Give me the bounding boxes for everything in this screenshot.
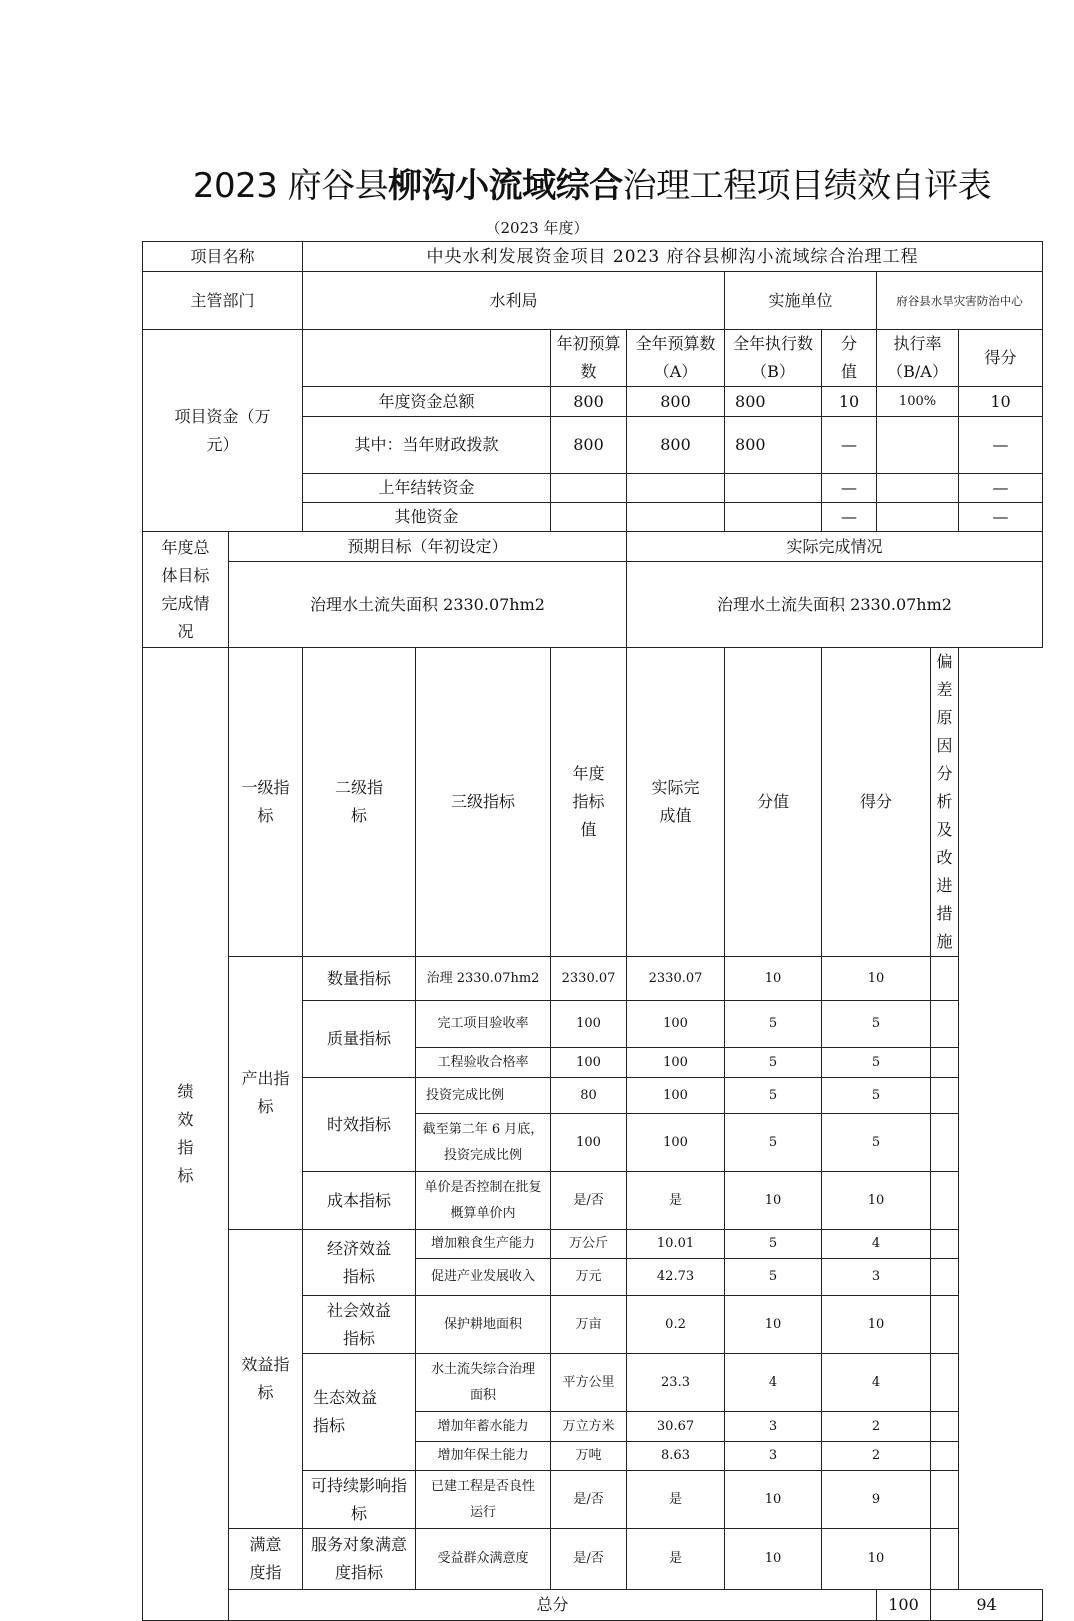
evaluation-table [142,241,1043,1621]
fund-cell: 800 [551,387,627,417]
fund-cell: 800 [627,387,725,417]
actual-cell: 42.73 [627,1259,725,1296]
l3-cell: 投资完成比例 [416,1078,551,1114]
note-cell [931,1529,959,1590]
l3-cell: 受益群众满意度 [416,1529,551,1590]
note-cell [931,1412,959,1442]
benefit-label: 效益指标 [229,1230,303,1529]
perf-header: 二级指标 [303,648,416,957]
fund-row-name: 年度资金总额 [303,387,551,417]
l3-cell: 单价是否控制在批复概算单价内 [416,1172,551,1230]
page-title: 2023 府谷县柳沟小流域综合治理工程项目绩效自评表 [192,166,992,206]
actual-cell: 100 [627,1114,725,1172]
l3-cell: 工程验收合格率 [416,1048,551,1078]
target-cell: 万吨 [551,1442,627,1471]
l3-cell: 保护耕地面积 [416,1296,551,1354]
fund-cell: — [822,503,877,532]
l2-cell: 时效指标 [303,1078,416,1172]
perf-header: 分值 [725,648,822,957]
actual-header: 实际完成情况 [627,532,1043,562]
actual-cell: 2330.07 [627,957,725,1001]
funds-header: 全年执行数（B） [725,330,822,387]
note-cell [931,957,959,1001]
l2-cell: 质量指标 [303,1001,416,1078]
goals-label: 年度总体目标完成情况 [143,532,229,648]
fund-cell: — [959,474,1043,503]
actual-cell: 23.3 [627,1354,725,1412]
total-label: 总分 [229,1590,877,1621]
fund-cell [627,474,725,503]
target-cell: 100 [551,1048,627,1078]
points-cell: 10 [725,1529,822,1590]
actual-goal: 治理水土流失面积 2330.07hm2 [627,562,1043,648]
points-cell: 4 [725,1354,822,1412]
target-cell: 是/否 [551,1529,627,1590]
score-cell: 10 [822,1529,931,1590]
impl-label: 实施单位 [725,272,877,330]
year-subtitle: （2023 年度） [485,219,589,237]
fund-row-name: 其他资金 [303,503,551,532]
expected-goal: 治理水土流失面积 2330.07hm2 [229,562,627,648]
points-cell: 5 [725,1048,822,1078]
note-cell [931,1114,959,1172]
expected-header: 预期目标（年初设定） [229,532,627,562]
l3-cell: 增加年蓄水能力 [416,1412,551,1442]
target-cell: 万立方米 [551,1412,627,1442]
fund-cell [877,417,959,474]
l3-cell: 治理 2330.07hm2 [416,957,551,1001]
target-cell: 万元 [551,1259,627,1296]
score-cell: 5 [822,1048,931,1078]
target-cell: 万公斤 [551,1230,627,1259]
funds-header: 分值 [822,330,877,387]
l3-cell: 增加年保土能力 [416,1442,551,1471]
perf-header: 一级指标 [229,648,303,957]
note-cell [931,1230,959,1259]
target-cell: 是/否 [551,1471,627,1529]
perf-header: 得分 [822,648,931,957]
score-cell: 4 [822,1230,931,1259]
fund-cell: 10 [959,387,1043,417]
perf-header: 偏差原因分析及改进措施 [931,648,959,957]
points-cell: 10 [725,1471,822,1529]
target-cell: 万亩 [551,1296,627,1354]
fund-cell: — [822,474,877,503]
fund-cell: 800 [725,387,822,417]
dept-label: 主管部门 [143,272,303,330]
actual-cell: 100 [627,1048,725,1078]
fund-row-name: 上年结转资金 [303,474,551,503]
note-cell [931,1259,959,1296]
l2-cell: 生态效益指标 [303,1354,416,1471]
l2-cell: 社会效益指标 [303,1296,416,1354]
fund-cell: — [959,417,1043,474]
note-cell [931,1296,959,1354]
score-cell: 4 [822,1354,931,1412]
l3-cell: 已建工程是否良性运行 [416,1471,551,1529]
perf-header: 三级指标 [416,648,551,957]
points-cell: 10 [725,957,822,1001]
fund-cell: — [959,503,1043,532]
funds-header-blank [303,330,551,387]
perf-header: 年度指标值 [551,648,627,957]
note-cell [931,1078,959,1114]
fund-cell [551,503,627,532]
impl-value: 府谷县水旱灾害防治中心 [877,272,1043,330]
score-cell: 5 [822,1001,931,1048]
score-cell: 10 [822,1296,931,1354]
score-cell: 2 [822,1412,931,1442]
project-name-label: 项目名称 [143,242,303,272]
l3-cell: 完工项目验收率 [416,1001,551,1048]
actual-cell: 是 [627,1172,725,1230]
note-cell [931,1442,959,1471]
note-cell [931,1048,959,1078]
perf-header: 实际完成值 [627,648,725,957]
target-cell: 2330.07 [551,957,627,1001]
actual-cell: 0.2 [627,1296,725,1354]
total-score: 94 [931,1590,1043,1621]
score-cell: 2 [822,1442,931,1471]
score-cell: 3 [822,1259,931,1296]
fund-cell: 10 [822,387,877,417]
fund-cell [877,503,959,532]
l2-cell: 数量指标 [303,957,416,1001]
points-cell: 10 [725,1296,822,1354]
actual-cell: 是 [627,1529,725,1590]
points-cell: 3 [725,1442,822,1471]
note-cell [931,1172,959,1230]
l3-cell: 增加粮食生产能力 [416,1230,551,1259]
l2-cell: 经济效益指标 [303,1230,416,1296]
satisfaction-label: 满意度指 [229,1529,303,1590]
dept-value: 水利局 [303,272,725,330]
l3-cell: 促进产业发展收入 [416,1259,551,1296]
score-cell: 5 [822,1114,931,1172]
points-cell: 5 [725,1001,822,1048]
actual-cell: 是 [627,1471,725,1529]
fund-cell [725,503,822,532]
output-label: 产出指标 [229,957,303,1230]
fund-cell [551,474,627,503]
funds-label: 项目资金（万元） [143,330,303,532]
score-cell: 5 [822,1078,931,1114]
fund-cell [877,474,959,503]
points-cell: 10 [725,1172,822,1230]
fund-cell: 800 [725,417,822,474]
fund-cell: 800 [551,417,627,474]
points-cell: 3 [725,1412,822,1442]
fund-cell: — [822,417,877,474]
total-points: 100 [877,1590,931,1621]
actual-cell: 100 [627,1078,725,1114]
target-cell: 80 [551,1078,627,1114]
funds-header: 得分 [959,330,1043,387]
score-cell: 9 [822,1471,931,1529]
funds-header: 执行率（B/A） [877,330,959,387]
actual-cell: 8.63 [627,1442,725,1471]
actual-cell: 100 [627,1001,725,1048]
project-name-value: 中央水利发展资金项目 2023 府谷县柳沟小流域综合治理工程 [303,242,1043,272]
target-cell: 平方公里 [551,1354,627,1412]
actual-cell: 30.67 [627,1412,725,1442]
actual-cell: 10.01 [627,1230,725,1259]
fund-cell: 100% [877,387,959,417]
target-cell: 是/否 [551,1172,627,1230]
score-cell: 10 [822,957,931,1001]
l2-cell: 服务对象满意度指标 [303,1529,416,1590]
points-cell: 5 [725,1259,822,1296]
funds-header: 全年预算数（A） [627,330,725,387]
l2-cell: 成本指标 [303,1172,416,1230]
l3-cell: 水土流失综合治理面积 [416,1354,551,1412]
note-cell [931,1001,959,1048]
fund-row-name: 其中：当年财政拨款 [303,417,551,474]
target-cell: 100 [551,1114,627,1172]
perf-label: 绩效指标 [143,648,229,1621]
note-cell [931,1354,959,1412]
fund-cell [725,474,822,503]
fund-cell: 800 [627,417,725,474]
l2-cell: 可持续影响指标 [303,1471,416,1529]
points-cell: 5 [725,1114,822,1172]
l3-cell: 截至第二年 6 月底，投资完成比例 [416,1114,551,1172]
points-cell: 5 [725,1078,822,1114]
score-cell: 10 [822,1172,931,1230]
funds-header: 年初预算数 [551,330,627,387]
target-cell: 100 [551,1001,627,1048]
fund-cell [627,503,725,532]
points-cell: 5 [725,1230,822,1259]
